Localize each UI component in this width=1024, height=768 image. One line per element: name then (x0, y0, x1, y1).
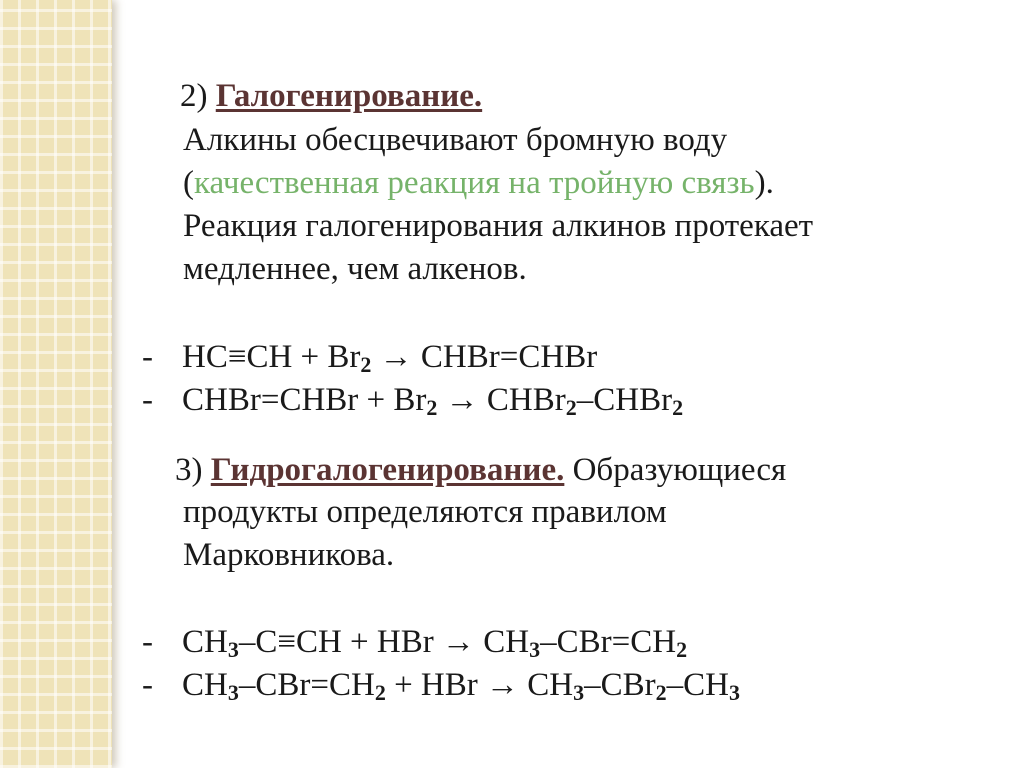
subscript: 3 (728, 680, 740, 705)
section3-number: 3) (175, 452, 203, 488)
subscript: 3 (529, 637, 541, 662)
subscript: 3 (227, 637, 239, 662)
formula-part: CHBr=CHBr + Br (182, 382, 427, 418)
reaction2-2 (142, 380, 683, 428)
subscript: 2 (360, 352, 372, 377)
section3-line2: продукты определяются правилом (183, 494, 667, 530)
reaction3-1 (142, 622, 687, 670)
formula-part: –CBr=CH (540, 624, 677, 660)
formula-part: –CBr (584, 667, 656, 703)
subscript: 3 (227, 680, 239, 705)
formula-part: –CBr=CH (238, 667, 375, 703)
formula-part: + HBr → CH (385, 667, 574, 703)
reaction3-2 (142, 665, 740, 713)
subscript: 2 (426, 395, 438, 420)
section2-line2-close: ). (754, 165, 774, 201)
subscript: 2 (565, 395, 577, 420)
section2-heading: Галогенирование. (215, 78, 483, 114)
formula-part: CH (182, 667, 228, 703)
list-dash: - (142, 382, 153, 418)
section3-line1-rest: Образующиеся (564, 452, 787, 488)
subscript: 3 (573, 680, 585, 705)
reaction2-1 (142, 337, 597, 385)
formula-part: HC≡CH + Br (182, 339, 361, 375)
decorative-side-strip (0, 0, 112, 768)
formula-part: → CHBr (437, 382, 566, 418)
formula-part: → CHBr=CHBr (371, 339, 598, 375)
qualitative-reaction-text: качественная реакция на тройную связь (194, 165, 755, 201)
list-dash: - (142, 667, 153, 703)
section2-line4: медленнее, чем алкенов. (183, 251, 527, 287)
subscript: 2 (676, 637, 688, 662)
formula-part: CH (182, 624, 228, 660)
section3-heading-line (175, 450, 786, 490)
formula-part: –CH (666, 667, 729, 703)
section2-number: 2) (180, 78, 208, 114)
section2-line1: Алкины обесцвечивают бромную воду (183, 122, 728, 158)
subscript: 2 (672, 395, 684, 420)
section2-line2-open: ( (183, 165, 194, 201)
section3-heading: Гидрогалогенирование. (210, 452, 565, 488)
subscript: 2 (374, 680, 386, 705)
section2-heading-line (180, 76, 482, 116)
list-dash: - (142, 339, 153, 375)
list-dash: - (142, 624, 153, 660)
formula-part: –C≡CH + HBr → CH (238, 624, 530, 660)
subscript: 2 (655, 680, 667, 705)
section3-line3: Марковникова. (183, 537, 395, 573)
formula-part: –CHBr (576, 382, 673, 418)
section2-line2 (183, 163, 774, 203)
section2-line3: Реакция галогенирования алкинов протекает (183, 208, 814, 244)
